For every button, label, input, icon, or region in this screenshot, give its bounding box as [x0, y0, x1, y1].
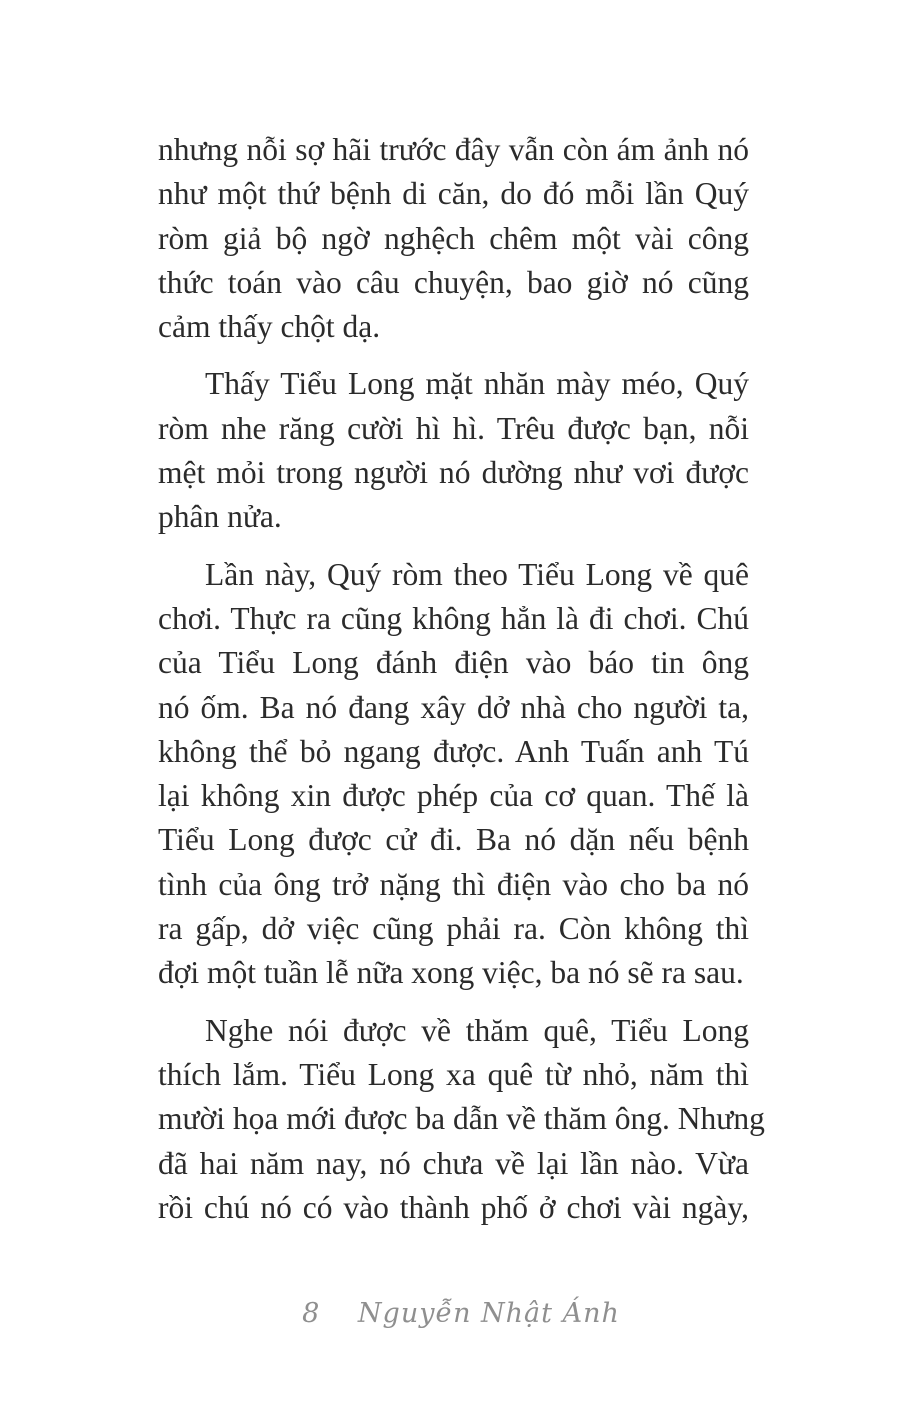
- text-line: thức toán vào câu chuyện, bao giờ nó cũng: [158, 264, 749, 300]
- text-line: thích lắm. Tiểu Long xa quê từ nhỏ, năm thì: [158, 1056, 749, 1092]
- author-name: Nguyễn Nhật Ánh: [357, 1298, 620, 1329]
- text-line: chơi. Thực ra cũng không hẳn là đi chơi. Chú: [158, 600, 749, 636]
- paragraph-gap: [158, 540, 749, 553]
- text-line: rồi chú nó có vào thành phố ở chơi vài ngày,: [158, 1189, 749, 1225]
- text-line: tình của ông trở nặng thì điện vào cho ba nó: [158, 866, 749, 902]
- text-line: ròm giả bộ ngờ nghệch chêm một vài công: [158, 220, 749, 256]
- text-line: của Tiểu Long đánh điện vào báo tin ông: [158, 645, 749, 681]
- text-line: phân nửa.: [158, 499, 282, 535]
- text-line: Tiểu Long được cử đi. Ba nó dặn nếu bệnh: [158, 822, 749, 858]
- text-line: ròm nhe răng cười hì hì. Trêu được bạn, nỗi: [158, 410, 749, 446]
- text-line: không thể bỏ ngang được. Anh Tuấn anh Tú: [158, 733, 749, 769]
- text-line: Thấy Tiểu Long mặt nhăn mày méo, Quý: [205, 366, 749, 402]
- text-line: Nghe nói được về thăm quê, Tiểu Long: [205, 1012, 749, 1048]
- text-line: Lần này, Quý ròm theo Tiểu Long về quê: [205, 556, 749, 592]
- page-number: 8: [302, 1298, 320, 1329]
- text-line: nhưng nỗi sợ hãi trước đây vẫn còn ám ảnh nó: [158, 132, 749, 167]
- paragraph-1: [158, 128, 749, 349]
- text-line: mười họa mới được ba dẫn về thăm ông. Nhưng: [158, 1101, 765, 1137]
- body-text: [158, 128, 765, 1230]
- text-line: mệt mỏi trong người nó dường như vơi được: [158, 455, 749, 491]
- text-line: đợi một tuần lễ nữa xong việc, ba nó sẽ ra sau.: [158, 955, 744, 991]
- page-footer: [0, 1294, 922, 1334]
- text-line: như một thứ bệnh di căn, do đó mỗi lần Quý: [158, 176, 749, 212]
- text-line: cảm thấy chột dạ.: [158, 309, 381, 345]
- text-line: ra gấp, dở việc cũng phải ra. Còn không thì: [158, 911, 749, 947]
- text-line: nó ốm. Ba nó đang xây dở nhà cho người ta,: [158, 689, 749, 725]
- paragraph-gap: [158, 996, 749, 1009]
- paragraph-gap: [158, 349, 749, 362]
- text-line: lại không xin được phép của cơ quan. Thế là: [158, 778, 749, 814]
- text-line: đã hai năm nay, nó chưa về lại lần nào. Vừa: [158, 1145, 749, 1181]
- paragraph-4: [158, 1009, 765, 1230]
- paragraph-3: [158, 553, 749, 996]
- paragraph-2: [158, 362, 749, 539]
